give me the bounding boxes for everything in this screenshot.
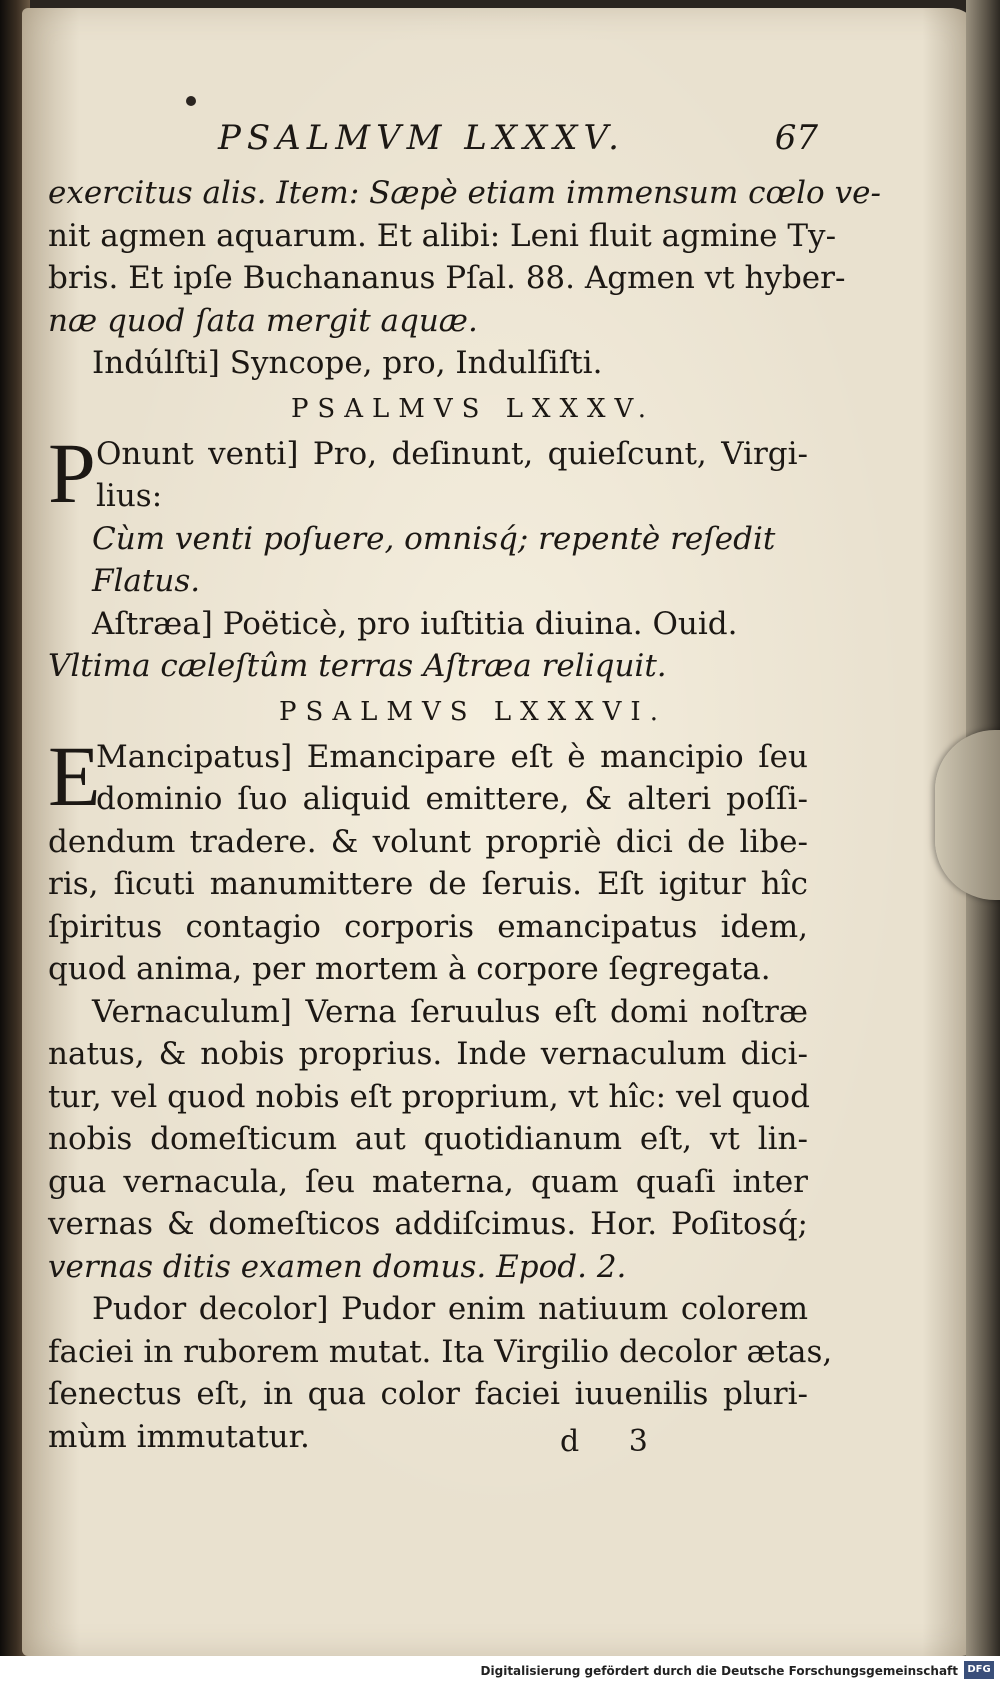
verse-line: Cùm venti poſuere, omnisq́; repentè reſedit — [92, 520, 776, 557]
text-line: Aſtræa] Poëticè, pro iuſtitia diuina. Ouid. — [92, 605, 738, 642]
text-line: Mancipatus] Emancipare eſt è mancipio ſeu — [96, 738, 808, 775]
text-line: nit agmen aquarum. Et alibi: Leni fluit agmine Ty- — [48, 217, 837, 254]
dfg-logo: DFG — [964, 1661, 994, 1679]
text-line: ris, ſicuti manumittere de ſeruis. Eſt igitur hîc — [48, 866, 808, 902]
text-line: dendum tradere. & volunt propriè dici de libe- — [48, 823, 808, 860]
text-line: mùm immutatur. — [48, 1418, 310, 1455]
drop-cap: P — [48, 424, 96, 521]
text-line: ſpiritus contagio corporis emancipatus idem, — [48, 908, 808, 945]
drop-cap: E — [48, 727, 101, 824]
digitization-credit: Digitalisierung gefördert durch die Deutsche Forschungsgemeinschaft — [480, 1664, 958, 1678]
running-title: PSALMVM LXXXV. — [218, 118, 625, 158]
text-line: lius: — [96, 478, 163, 514]
verse-line: Flatus. — [92, 563, 201, 599]
paragraph — [48, 727, 808, 824]
page-number: 67 — [774, 118, 818, 158]
text-line: ſenectus eſt, in qua color faciei iuuenilis pluri- — [48, 1376, 808, 1412]
text-line: Onunt venti] Pro, deſinunt, quieſcunt, Virgi- — [96, 435, 808, 472]
ink-dot — [186, 96, 196, 106]
text-line: næ quod ſata mergit aquæ. — [48, 302, 478, 339]
text-line: vernas ditis examen domus. Epod. 2. — [48, 1248, 627, 1285]
text-line: exercitus alis. Item: Sæpè etiam immensum cœlo ve- — [48, 175, 881, 211]
text-line: bris. Et ipſe Buchananus Pſal. 88. Agmen vt hyber- — [48, 260, 846, 296]
text-line: quod anima, per mortem à corpore ſegregata. — [48, 951, 771, 987]
text-line: vernas & domeſticos addiſcimus. Hor. Poſitosq́; — [48, 1206, 808, 1242]
text-line: gua vernacula, ſeu materna, quam quaſi inter — [48, 1163, 808, 1200]
text-line: Pudor decolor] Pudor enim natiuum colorem — [92, 1291, 808, 1327]
text-line: tur, vel quod nobis eſt proprium, vt hîc: vel quod — [48, 1078, 810, 1115]
text-line: Indúlſti] Syncope, pro, Indulſiſti. — [92, 345, 603, 381]
footer-bar — [0, 1656, 1000, 1682]
psalm-heading: PSALMVS LXXXV. — [290, 393, 656, 424]
text-line: nobis domeſticum aut quotidianum eſt, vt lin- — [48, 1121, 808, 1157]
psalm-heading: PSALMVS LXXXVI. — [279, 696, 667, 727]
text-line: natus, & nobis proprius. Inde vernaculum dici- — [48, 1036, 808, 1072]
verse-line: Vltima cæleſtûm terras Aſtræa reliquit. — [48, 648, 667, 684]
paragraph — [48, 424, 808, 521]
signature-mark: d 3 — [560, 1424, 648, 1459]
text-line: Vernaculum] Verna ſeruulus eſt domi noſtræ — [92, 993, 808, 1030]
page-text — [48, 118, 881, 1458]
text-line: dominio ſuo aliquid emittere, & alteri poſſi- — [96, 781, 808, 817]
text-line: faciei in ruborem mutat. Ita Virgilio decolor ætas, — [48, 1333, 833, 1370]
running-header — [48, 118, 818, 172]
